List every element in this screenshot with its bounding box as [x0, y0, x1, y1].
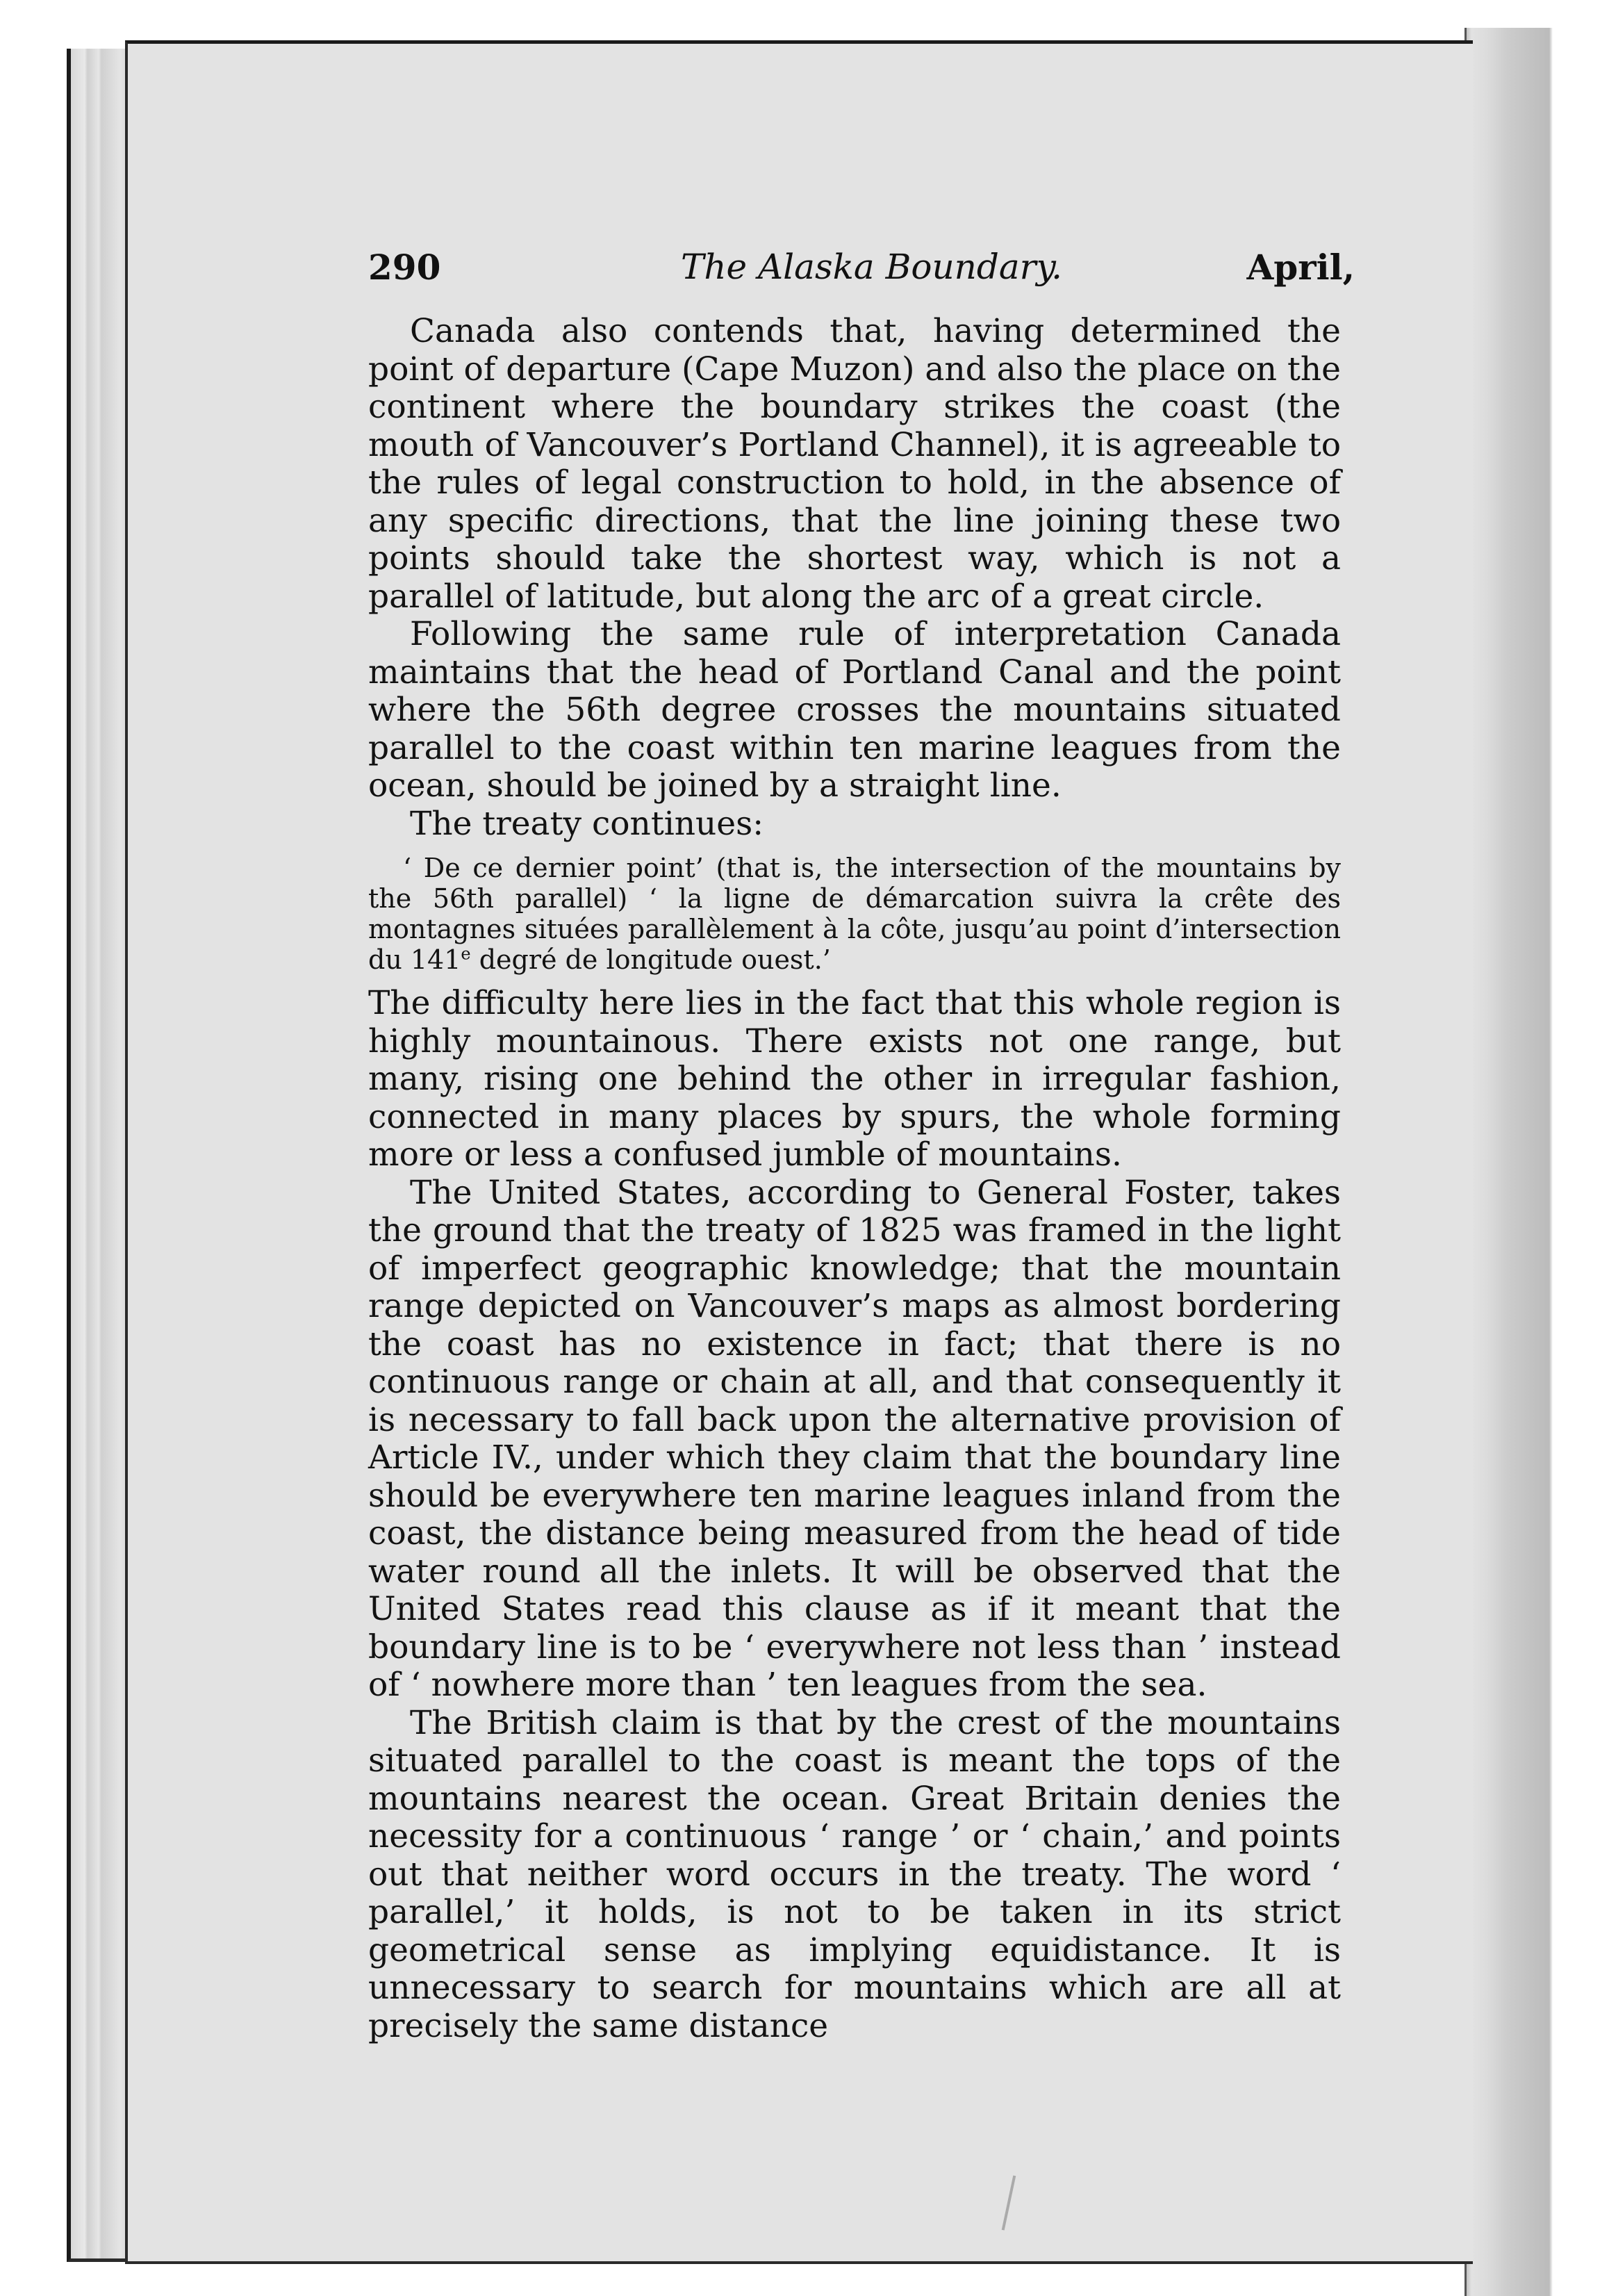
paragraph-british-claim: The British claim is that by the crest of the mountains situated parallel to the coast is meant the tops of the mountains nearest the ocean. Great Britain denies the necessity for a continuous ‘ range ’ or ‘ chain,’ and points out that neither word occurs in the treaty. The word ‘ parallel,’ it holds, is not to be taken in its strict geometrical sense as implying equidistance. It is unnecessary to search for mountains which are all at precisely the same distance — [368, 1703, 1341, 2045]
paragraph-united-states: The United States, according to General Foster, takes the ground that the treaty of 1825 was framed in the light of imperfect geographic knowledge; that the mountain range depicted on Vancouver’s maps as almost bordering the coast has no existence in fact; that there is no continuous range or chain at all, and that consequently it is necessary to fall back upon the alternative provision of Article IV., under which they claim that the boundary line should be everywhere ten marine leagues inland from the coast, the distance being measured from the head of tide water round all the inlets. It will be observed that the United States read this clause as if it meant that the boundary line is to be ‘ everywhere not less than ’ instead of ‘ nowhere more than ’ ten leagues from the sea. — [368, 1173, 1341, 1704]
treaty-quote-text: ‘ De ce dernier point’ (that is, the intersection of the mountains by the 56th parallel) ‘ la ligne de démarcation suivra la crête des montagnes situées parallèlement à la côte, jusqu’au point d’intersection du 141 — [368, 853, 1341, 975]
treaty-quote-superscript: e — [461, 944, 471, 964]
paragraph-interpretation: Following the same rule of interpretation Canada maintains that the head of Portland Canal and the point where the 56th degree crosses the mountains situated parallel to the coast within ten marine leagues from the ocean, should be joined by a straight line. — [368, 615, 1341, 805]
paragraph-treaty-continues: The treaty continues: — [410, 804, 764, 843]
treaty-quote-text-end: degré de longitude ouest.’ — [470, 944, 831, 975]
running-header — [368, 247, 1355, 302]
book-page-edges — [67, 49, 133, 2262]
paragraph-canada-contends: Canada also contends that, having determined the point of departure (Cape Muzon) and also the place on the continent where the boundary strikes the coast (the mouth of Vancouver’s Portland Channel), it is agreeable to the rules of legal construction to hold, in the absence of any specific directions, that the line joining these two points should take the shortest way, which is not a parallel of latitude, but along the arc of a great circle. — [368, 312, 1341, 616]
scan-margin-left — [0, 0, 66, 2296]
book-gutter — [1466, 28, 1609, 2296]
body-text — [368, 313, 1341, 2045]
paragraph-difficulty: The difficulty here lies in the fact that this whole region is highly mountainous. There exists not one range, but many, rising one behind the other in irregular fashion, connected in many places by spurs, the whole forming more or less a confused jumble of mountains. — [368, 984, 1341, 1174]
treaty-quote — [368, 853, 1341, 975]
running-title: The Alaska Boundary. — [681, 247, 1063, 287]
running-header-month: April, — [1246, 247, 1355, 288]
page-number: 290 — [368, 247, 441, 288]
